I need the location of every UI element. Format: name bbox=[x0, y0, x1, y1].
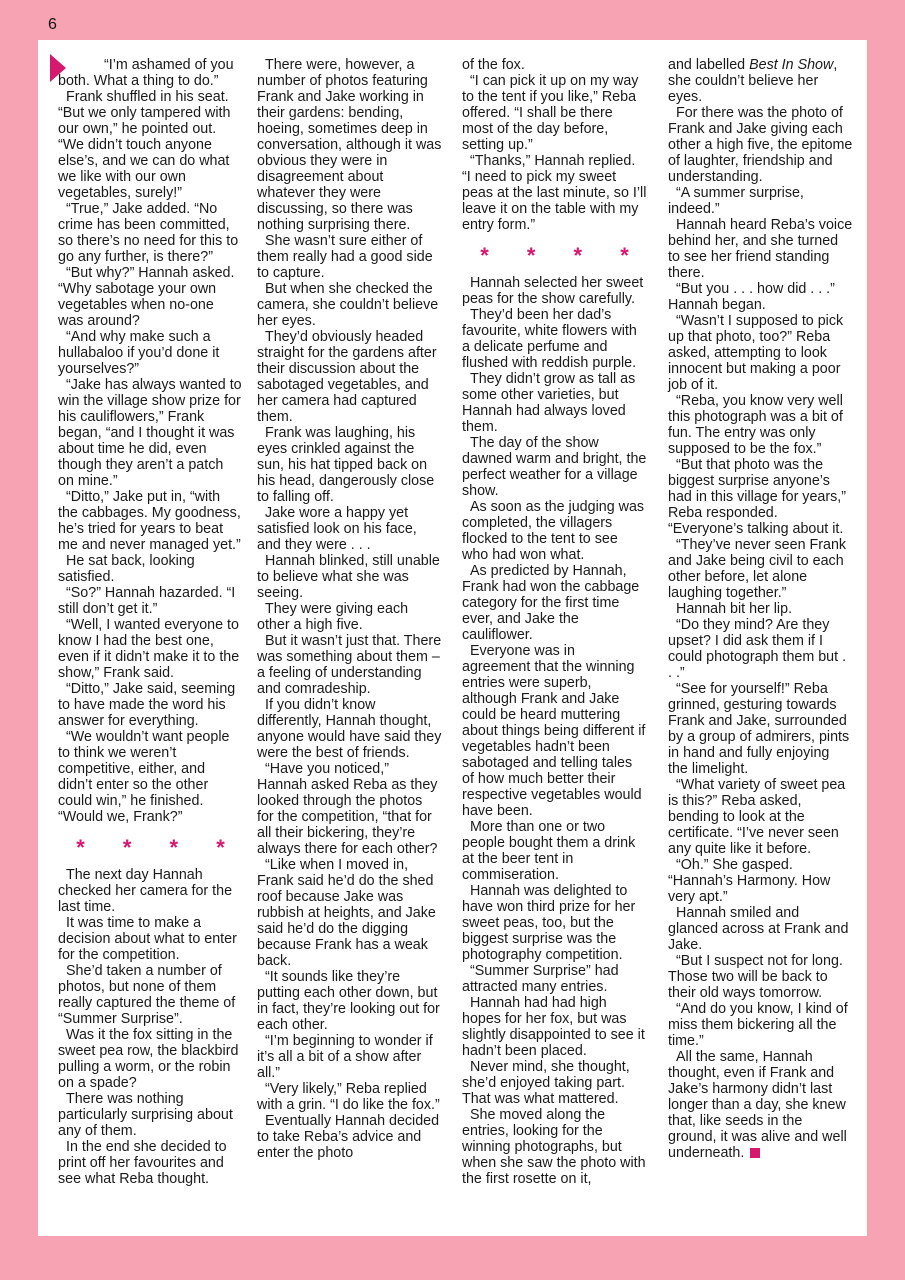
column-2 bbox=[257, 57, 442, 1161]
paragraph: As predicted by Hannah, Frank had won the cabbage category for the first time ever, and Jake the cauliflower. bbox=[462, 563, 640, 643]
paragraph: “See for yourself!” Reba grinned, gesturing towards Frank and Jake, surrounded by a group of admirers, pints in hand and fully enjoying the limelight. bbox=[668, 681, 850, 777]
paragraph: Jake wore a happy yet satisfied look on his face, and they were . . . bbox=[257, 505, 417, 553]
paragraph: It was time to make a decision about what to enter for the competition. bbox=[58, 915, 237, 963]
paragraph: There were, however, a number of photos featuring Frank and Jake working in their gardens: bending, hoeing, sometimes deep in conversation, although it was obvious they were in disagreement about whatever they were discussing, so there was nothing surprising there. bbox=[257, 57, 442, 233]
paragraph: “I’m ashamed of you both. What a thing to do.” bbox=[58, 57, 234, 89]
paragraph: Hannah was delighted to have won third prize for her sweet peas, too, but the biggest surprise was the photography competition. bbox=[462, 883, 636, 963]
paragraph: of the fox. bbox=[462, 57, 525, 73]
paragraph: “They’ve never seen Frank and Jake being civil to each other before, let alone laughing together.” bbox=[668, 537, 847, 601]
paragraph: “Thanks,” Hannah replied. “I need to pick my sweet peas at the last minute, so I’ll leave it on the table with my entry form.” bbox=[462, 153, 647, 233]
paragraph: She wasn’t sure either of them really had a good side to capture. bbox=[257, 233, 433, 281]
paragraph: Hannah blinked, still unable to believe what she was seeing. bbox=[257, 553, 440, 601]
paragraph: “What variety of sweet pea is this?” Reba asked, bending to look at the certificate. “I’ve never seen any quite like it before. bbox=[668, 777, 846, 857]
paragraph: “Jake has always wanted to win the village show prize for his cauliflowers,” Frank began, “and I thought it was about time he did, even though they aren’t a patch on mine.” bbox=[58, 377, 242, 489]
paragraph: “A summer surprise, indeed.” bbox=[668, 185, 804, 217]
paragraph: and labelled Best In Show, she couldn’t believe her eyes. bbox=[668, 57, 838, 105]
paragraph: “Oh.” She gasped. “Hannah’s Harmony. How very apt.” bbox=[668, 857, 831, 905]
paragraph: “I can pick it up on my way to the tent if you like,” Reba offered. “I shall be there most of the day before, setting up.” bbox=[462, 73, 639, 153]
paragraph: But when she checked the camera, she couldn’t believe her eyes. bbox=[257, 281, 439, 329]
paragraph: The day of the show dawned warm and bright, the perfect weather for a village show. bbox=[462, 435, 647, 499]
paragraph: “Ditto,” Jake put in, “with the cabbages. My goodness, he’s tried for years to beat me and never managed yet.” bbox=[58, 489, 241, 553]
column-3 bbox=[462, 57, 647, 1187]
paragraph: But it wasn’t just that. There was something about them – a feeling of understanding and comradeship. bbox=[257, 633, 442, 697]
paragraph: They were giving each other a high five. bbox=[257, 601, 409, 633]
paragraph: “Wasn’t I supposed to pick up that photo, too?” Reba asked, attempting to look innocent but making a poor job of it. bbox=[668, 313, 844, 393]
paragraph: Everyone was in agreement that the winning entries were superb, although Frank and Jake could be heard muttering about things being different if vegetables hadn’t been sabotaged and telling tales of how much better their respective vegetables would have been. bbox=[462, 643, 646, 819]
paragraph: “But you . . . how did . . .” Hannah began. bbox=[668, 281, 835, 313]
paragraph: “Ditto,” Jake said, seeming to have made the word his answer for everything. bbox=[58, 681, 236, 729]
paragraph: Hannah heard Reba’s voice behind her, and she turned to see her friend standing there. bbox=[668, 217, 853, 281]
paragraph: Frank shuffled in his seat. “But we only tampered with our own,” he pointed out. “We didn’t touch anyone else’s, and we can do what we like with our own vegetables, surely!” bbox=[58, 89, 231, 201]
final-paragraph-text: All the same, Hannah thought, even if Frank and Jake’s harmony didn’t last longer than a day, she knew that, like seeds in the ground, it was alive and well underneath. bbox=[668, 1049, 847, 1161]
page-number: 6 bbox=[48, 16, 57, 33]
paragraph: “But I suspect not for long. Those two will be back to their old ways tomorrow. bbox=[668, 953, 843, 1001]
paragraph: Was it the fox sitting in the sweet pea row, the blackbird pulling a worm, or the robin on a spade? bbox=[58, 1027, 239, 1091]
paragraph: “And do you know, I kind of miss them bickering all the time.” bbox=[668, 1001, 848, 1049]
paragraph: There was nothing particularly surprising about any of them. bbox=[58, 1091, 233, 1139]
column-4 bbox=[668, 57, 853, 1161]
paragraph: As soon as the judging was completed, the villagers flocked to the tent to see who had won what. bbox=[462, 499, 645, 563]
paragraph: Hannah selected her sweet peas for the show carefully. bbox=[462, 275, 644, 307]
paragraph: “Well, I wanted everyone to know I had the best one, even if it didn’t make it to the show,” Frank said. bbox=[58, 617, 240, 681]
paragraph: Frank was laughing, his eyes crinkled against the sun, his hat tipped back on his head, dangerously close to falling off. bbox=[257, 425, 435, 505]
column-1 bbox=[58, 57, 243, 1187]
paragraph: They’d obviously headed straight for the gardens after their discussion about the sabotaged vegetables, and her camera had captured them. bbox=[257, 329, 437, 425]
paragraph: Hannah bit her lip. bbox=[676, 601, 793, 617]
paragraph: “But why?” Hannah asked. “Why sabotage your own vegetables when no-one was around? bbox=[58, 265, 235, 329]
paragraph: “But that photo was the biggest surprise anyone’s had in this village for years,” Reba responded. “Everyone’s talking about it. bbox=[668, 457, 846, 537]
paragraph: “Very likely,” Reba replied with a grin. “I do like the fox.” bbox=[257, 1081, 440, 1113]
paragraph: “We wouldn’t want people to think we weren’t competitive, either, and didn’t enter so the other could win,” he finished. “Would we, Frank?” bbox=[58, 729, 230, 825]
paragraph: “Have you noticed,” Hannah asked Reba as they looked through the photos for the competition, “that for all their bickering, they’re always there for each other? bbox=[257, 761, 438, 857]
paragraph: More than one or two people bought them a drink at the beer tent in commiseration. bbox=[462, 819, 636, 883]
paragraph: Hannah had had high hopes for her fox, but was slightly disappointed to see it hadn’t been placed. bbox=[462, 995, 645, 1059]
end-mark-square bbox=[750, 1148, 760, 1158]
paragraph: They didn’t grow as tall as some other varieties, but Hannah had always loved them. bbox=[462, 371, 636, 435]
paragraph: For there was the photo of Frank and Jake giving each other a high five, the epitome of laughter, friendship and understanding. bbox=[668, 105, 853, 185]
paragraph: “Summer Surprise” had attracted many entries. bbox=[462, 963, 619, 995]
paragraph: They’d been her dad’s favourite, white flowers with a delicate perfume and flushed with reddish purple. bbox=[462, 307, 637, 371]
final-paragraph bbox=[668, 1049, 853, 1161]
award-title: Best In Show bbox=[749, 57, 834, 73]
paragraph: She’d taken a number of photos, but none of them really captured the theme of “Summer Surprise”. bbox=[58, 963, 236, 1027]
paragraph: In the end she decided to print off her favourites and see what Reba thought. bbox=[58, 1139, 227, 1187]
article-panel bbox=[38, 40, 867, 1236]
paragraph: “And why make such a hullabaloo if you’d done it yourselves?” bbox=[58, 329, 220, 377]
paragraph: “Like when I moved in, Frank said he’d do the shed roof because Jake was rubbish at heights, and Jake said he’d do the digging because Frank has a weak back. bbox=[257, 857, 436, 969]
section-break-stars: * * * * bbox=[76, 835, 241, 860]
paragraph: “So?” Hannah hazarded. “I still don’t get it.” bbox=[58, 585, 236, 617]
paragraph: Eventually Hannah decided to take Reba’s advice and enter the photo bbox=[257, 1113, 440, 1161]
paragraph: “Do they mind? Are they upset? I did ask them if I could photograph them but . . .” bbox=[668, 617, 847, 681]
paragraph: The next day Hannah checked her camera for the last time. bbox=[58, 867, 233, 915]
paragraph: Hannah smiled and glanced across at Frank and Jake. bbox=[668, 905, 849, 953]
paragraph: “Reba, you know very well this photograph was a bit of fun. The entry was only supposed to be the fox.” bbox=[668, 393, 843, 457]
paragraph: If you didn’t know differently, Hannah thought, anyone would have said they were the best of friends. bbox=[257, 697, 442, 761]
paragraph: “True,” Jake added. “No crime has been committed, so there’s no need for this to go any further, is there?” bbox=[58, 201, 239, 265]
paragraph: Never mind, she thought, she’d enjoyed taking part. That was what mattered. bbox=[462, 1059, 630, 1107]
paragraph: “It sounds like they’re putting each other down, but in fact, they’re looking out for each other. bbox=[257, 969, 440, 1033]
paragraph: He sat back, looking satisfied. bbox=[58, 553, 195, 585]
paragraph: She moved along the entries, looking for the winning photographs, but when she saw the photo with the first rosette on it, bbox=[462, 1107, 646, 1187]
section-break-stars: * * * * bbox=[480, 243, 645, 268]
paragraph: “I’m beginning to wonder if it’s all a bit of a show after all.” bbox=[257, 1033, 433, 1081]
